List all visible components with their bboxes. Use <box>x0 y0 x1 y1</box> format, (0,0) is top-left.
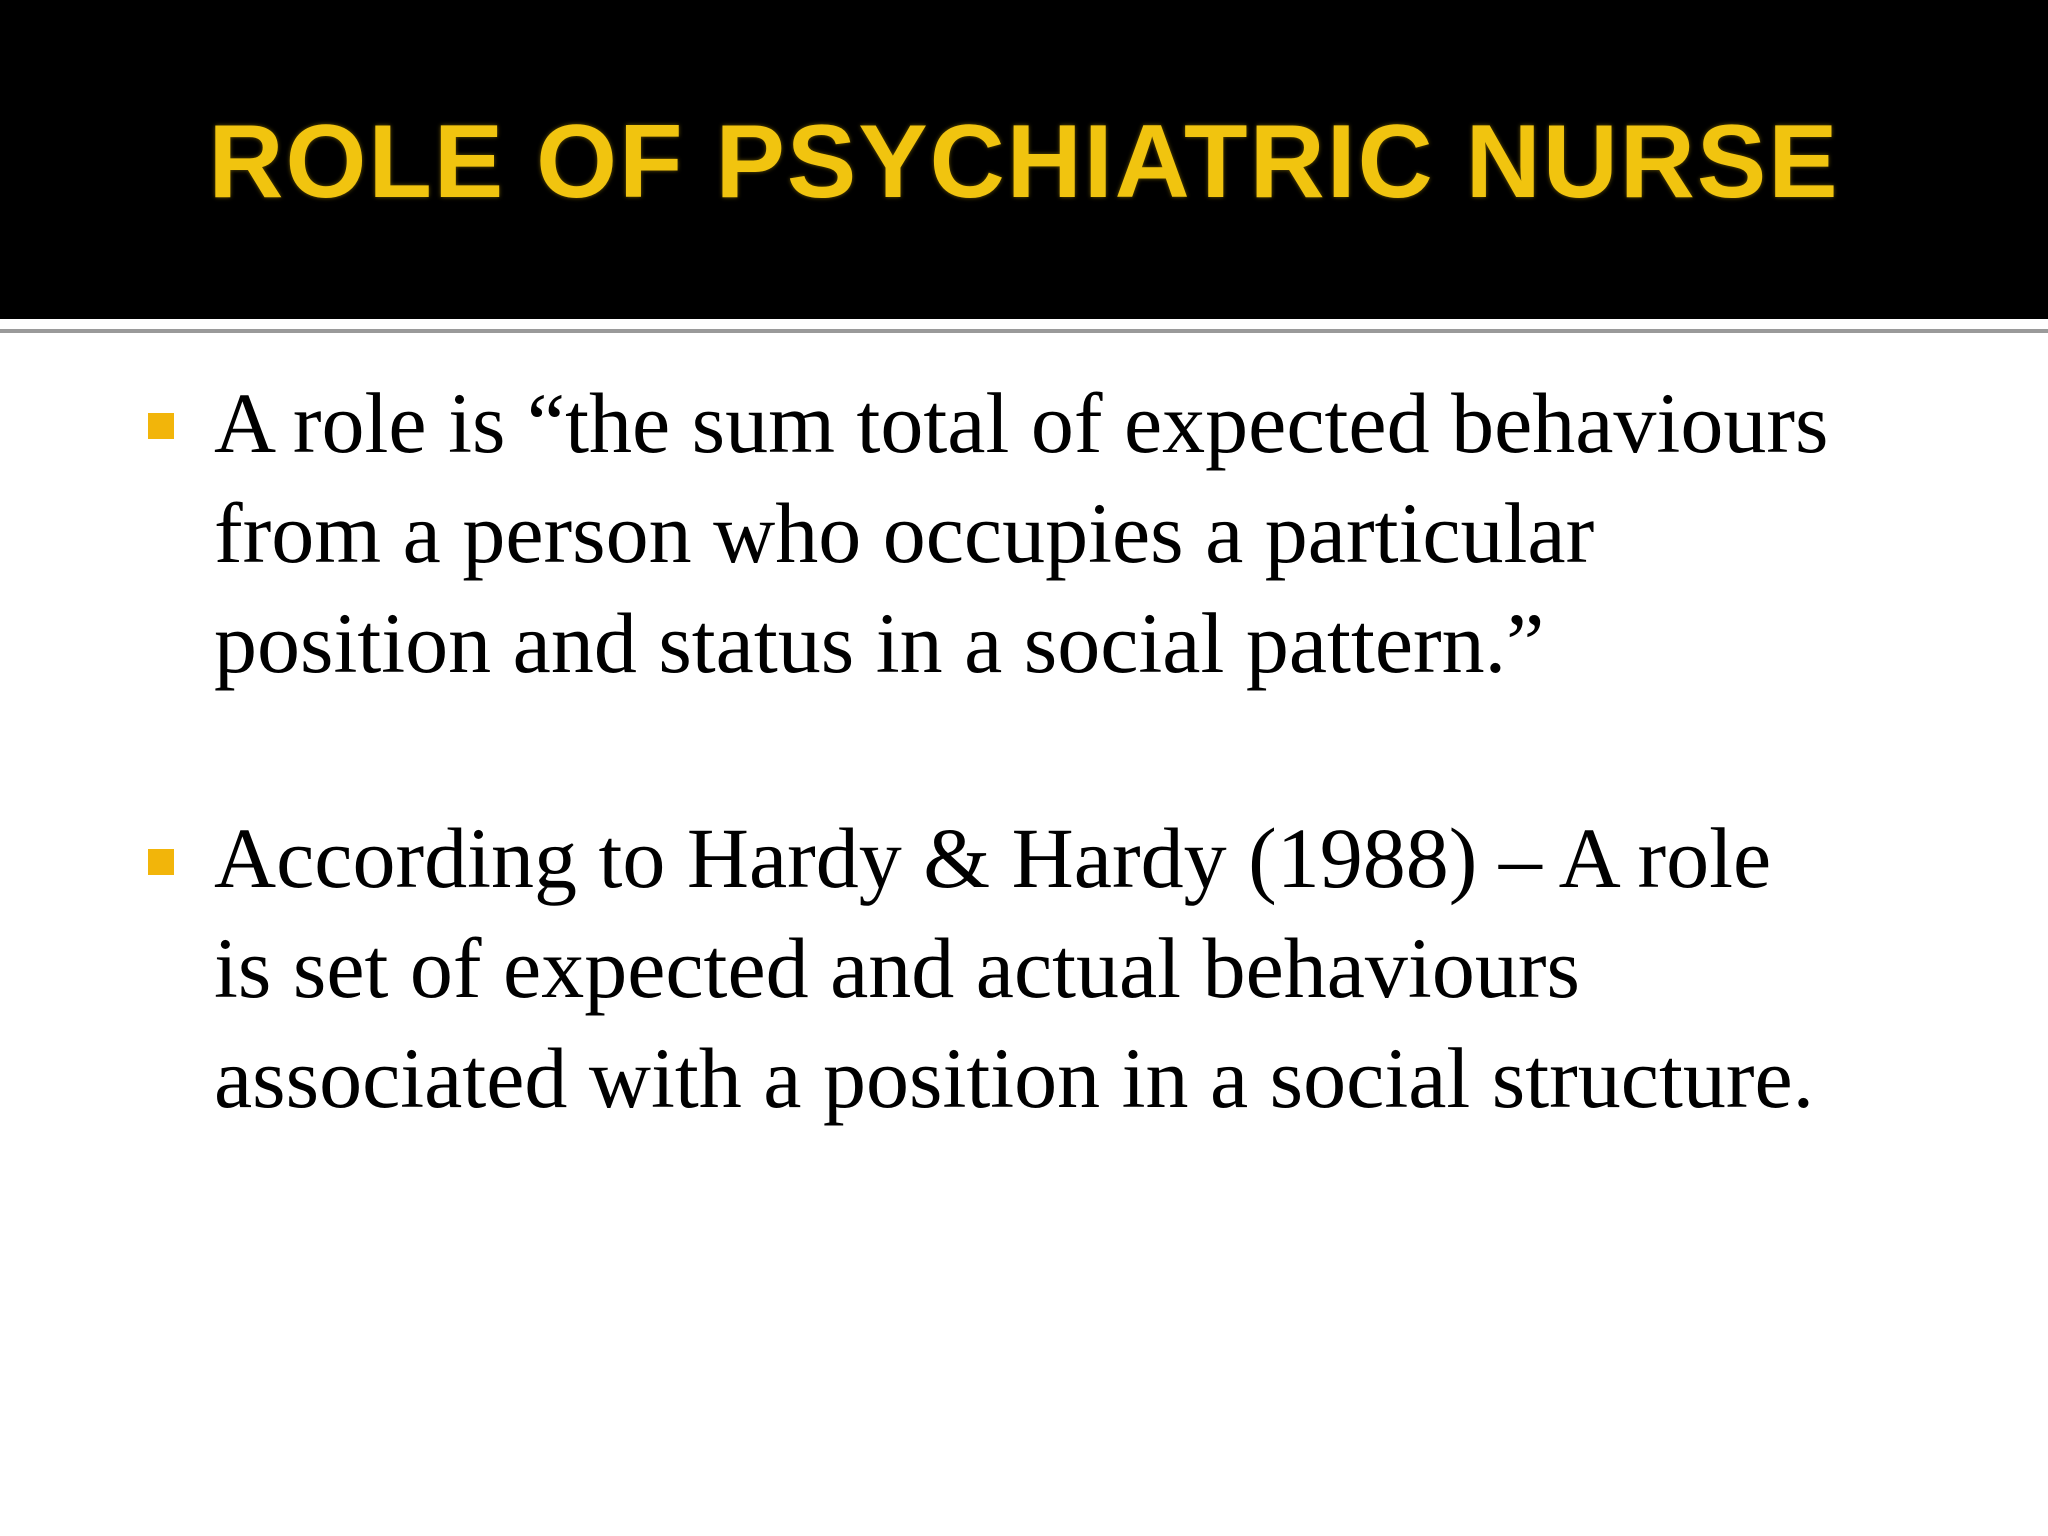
bullet-line: associated with a position in a social structure. <box>214 1030 1815 1126</box>
bullet-line: A role is “the sum total of expected behaviours <box>214 375 1829 471</box>
bullet-line: from a person who occupies a particular <box>214 485 1595 581</box>
bullet-line: According to Hardy & Hardy (1988) – A role <box>214 810 1772 906</box>
bullet-item <box>214 368 2004 698</box>
bullet-line: is set of expected and actual behaviours <box>214 920 1580 1016</box>
bullet-square-icon <box>148 849 174 875</box>
slide-title: ROLE OF PSYCHIATRIC NURSE <box>208 104 1840 220</box>
bullet-line: position and status in a social pattern.” <box>214 595 1545 691</box>
bullet-square-icon <box>148 413 174 439</box>
bullet-item <box>214 803 2004 1133</box>
